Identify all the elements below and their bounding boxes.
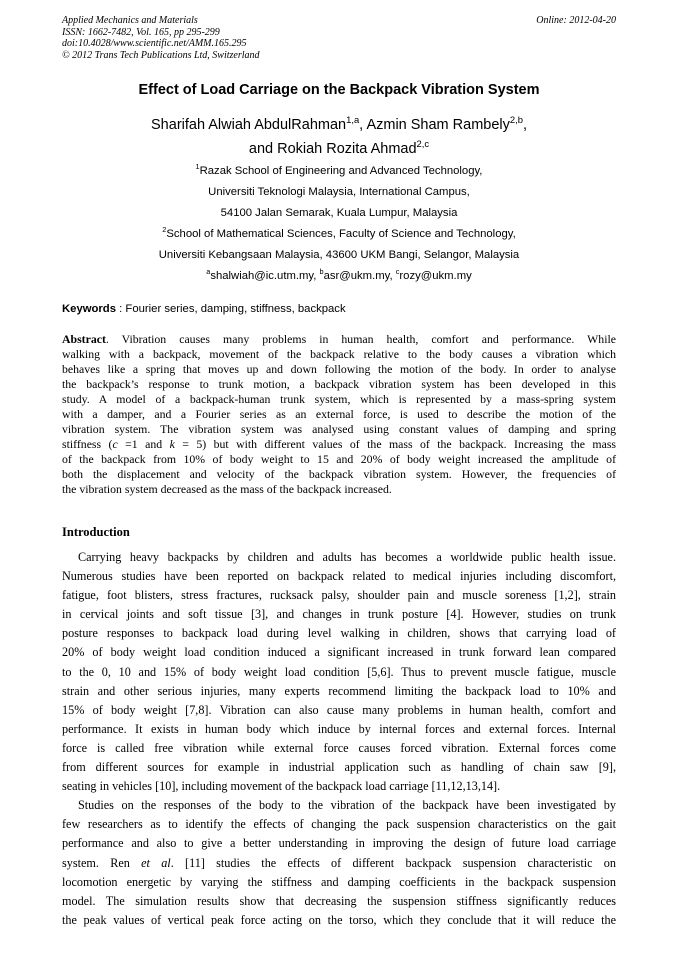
body-line: posture responses to backpack load during level walking in children, shows that carrying load of (62, 626, 616, 641)
online-date: Online: 2012-04-20 (536, 15, 616, 26)
affiliation-1-line-1: $^1$Razak School of Engineering and Advanced Technology, (195, 162, 483, 177)
issn-line: ISSN: 1662-7482, Vol. 165, pp 295-299 (62, 26, 220, 38)
body-line: in cervical joints and soft tissue [3], and changes in trunk posture [4]. However, studies on trunk (62, 607, 616, 622)
body-line: seating in vehicles [10], including movement of the backpack load carriage [11,12,13,14]. (62, 779, 501, 794)
email-3[interactable]: rozy@ukm.my (399, 270, 472, 282)
body-line: Numerous studies have been reported on backpack related to medical injuries including discomfort, (62, 569, 616, 584)
body-line: Carrying heavy backpacks by children and adults has becomes a worldwide public health issue. (78, 550, 616, 564)
copyright-line: © 2012 Trans Tech Publications Ltd, Switzerland (62, 49, 260, 61)
introduction-body (62, 548, 616, 930)
abstract-line: walking with a backpack, movement of the backpack relative to the body causes a vibration which (62, 347, 616, 362)
body-line: from different sources for example in industrial application such as handling of chain saw [9], (62, 760, 616, 775)
body-line: fatigue, foot blisters, stress fractures, rucksack palsy, shoulder pain and muscle soreness [1,2], strain (62, 588, 616, 603)
keywords-text: Fourier series, damping, stiffness, backpack (125, 303, 346, 315)
author-list (62, 113, 616, 161)
journal-header (62, 15, 616, 61)
email-2[interactable]: asr@ukm.my, (323, 270, 396, 282)
body-line: strain and other serious injuries, many experts recommend limiting the backpack load to 10% and (62, 683, 616, 698)
email-1[interactable]: shalwiah@ic.utm.my, (210, 270, 320, 282)
body-line: 15% of body weight [7,8]. Vibration can also cause many problems in human health, comfort and (62, 702, 616, 717)
paper-title: Effect of Load Carriage on the Backpack Vibration System (138, 82, 540, 98)
body-line: Studies on the responses of the body to the vibration of the backpack have been investigated by (78, 798, 616, 813)
doi-line: doi:10.4028/www.scientific.net/AMM.165.295 (62, 38, 247, 49)
affiliation-2-line-1: $^2$School of Mathematical Sciences, Faculty of Science and Technology, (162, 225, 516, 240)
abstract-line: the backpack’s response to trunk motion, a backpack vibration system has been developed in this (62, 377, 616, 392)
keywords-label: Keywords (62, 303, 116, 315)
body-line: to the 0, 10 and 15% of body weight load condition [5,6]. Thus to prevent muscle fatigue, muscle (62, 664, 616, 679)
email-line: $^a$shalwiah@ic.utm.my, $^b$asr@ukm.my, $^c$rozy@ukm.my (206, 267, 472, 282)
body-line: performance and also to give a better understanding in improving the design of future load carriage (62, 836, 616, 851)
body-line: performance. It exists in human body which induce by internal forces and external forces. Internal (62, 721, 616, 736)
abstract-line: of the backpack from 10% of body weight to 15 and 20% of body weight increased the amplitude of (62, 452, 616, 467)
author-line-2: and Rokiah Rozita Ahmad$^{2,c}$ (248, 138, 430, 157)
body-line: system. Ren et al. [11] studies the effects of different backpack suspension characteristic on (62, 855, 616, 870)
body-line: few researchers as to identify the effects of changing the pack suspension characteristics on the gait (62, 817, 616, 832)
abstract (62, 332, 616, 498)
body-line: force is called free vibration while external force causes forced vibration. External forces come (62, 740, 616, 755)
author-2: Azmin Sham Rambely (366, 117, 510, 133)
body-line: 20% of body weight load condition induced a significant increased in trunk forward lean compared (62, 645, 616, 660)
body-line: the peak values of vertical peak force acting on the torso, which they conclude that it will reduce the (62, 912, 616, 927)
abstract-line: Abstract. Vibration causes many problems in human health, comfort and performance. While (62, 332, 616, 346)
abstract-line: behaves like a spring that moves up and down following the motion of the body. In order to analyse (62, 362, 616, 377)
abstract-line: both the displacement and velocity of the backpack vibration system. However, the frequencies of (62, 467, 616, 482)
body-line: locomotion energetic by varying the stiffness and damping coefficients in the backpack suspension (62, 874, 616, 889)
keywords: Keywords : Fourier series, damping, stiffness, backpack (62, 303, 346, 315)
affiliation-1-line-2: Universiti Teknologi Malaysia, International Campus, (208, 186, 470, 198)
author-line-1: Sharifah Alwiah AbdulRahman$^{1,a}$, Azmin Sham Rambely$^{2,b}$, (151, 114, 527, 133)
author-1: Sharifah Alwiah AbdulRahman (151, 117, 347, 133)
abstract-label: Abstract (62, 332, 106, 346)
affiliation-2-line-2: Universiti Kebangsaan Malaysia, 43600 UKM Bangi, Selangor, Malaysia (158, 249, 520, 261)
author-3: Rokiah Rozita Ahmad (277, 141, 417, 157)
abstract-line: with a damper, and a Fourier series as an external force, is used to describe the motion of the (62, 407, 616, 422)
affiliations (62, 161, 616, 287)
abstract-line: the vibration system decreased as the mass of the backpack increased. (62, 482, 392, 497)
journal-name: Applied Mechanics and Materials (62, 15, 198, 26)
affiliation-1-line-3: 54100 Jalan Semarak, Kuala Lumpur, Malaysia (220, 207, 458, 219)
abstract-line: study. A model of a backpack-human trunk system, which is represented by a mass-spring system (62, 392, 616, 407)
body-line: model. The simulation results show that decreasing the suspension stiffness significantly reduces (62, 893, 616, 908)
abstract-line: vibration system. The vibration system was analysed using constant values of damping and spring (62, 422, 616, 437)
section-heading-introduction: Introduction (62, 525, 130, 539)
abstract-line: stiffness (c =1 and k = 5) but with different values of the mass of the backpack. Increasing the mass (62, 437, 617, 452)
